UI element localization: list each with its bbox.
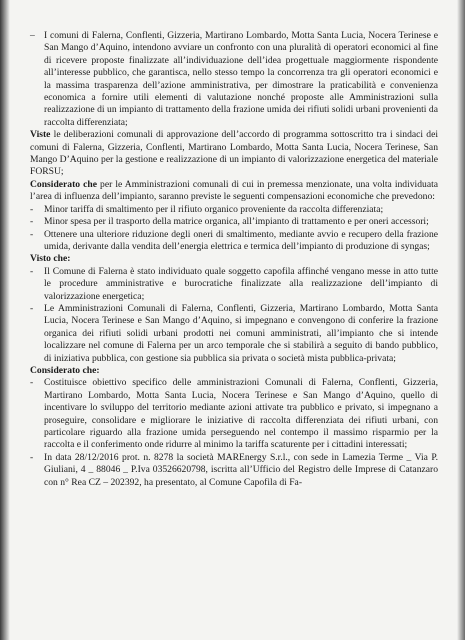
considerato2-item [30, 377, 438, 451]
bullet-dash: - [30, 377, 34, 389]
considerato2-item-text: Costituisce obiettivo specifico delle amministrazioni Comunali di Falerna, Conflenti, Gizzeria, Martirano Lombardo, Motta Santa Lucia, Nocera Terinese e San Mango d’Aquino, quello di incentivare lo sviluppo del territorio mediante azioni attivate tra pubblico e privato, si impegnano a proseguire, consolidare e migliorare le iniziative di raccolta differenziata dei rifiuti urbani, con particolare riguardo alla frazione umida perseguendo nel contempo il massimo risparmio per la raccolta e il conferimento onde ridurre al minimo la tariffa scaturente per i cittadini interessati; [44, 377, 438, 451]
considerato-heading: Considerato che [30, 178, 97, 190]
page-shadow-left [0, 0, 10, 640]
intro-item [30, 30, 438, 129]
bullet-dash: - [30, 228, 34, 240]
viste-text: le deliberazioni comunali di approvazione dell’accordo di programma sottoscritto tra i sindaci dei comuni di Falerna, Gizzeria, Conflenti, Martirano Lombardo, Motta Santa Lucia, Nocera Terinese, San Mango D’Aquino per la gestione e realizzazione di un impianto di valorizzazione energetica del materiale FORSU; [30, 129, 438, 178]
considerato-text: per le Amministrazioni comunali di cui in premessa menzionate, una volta individuata l’area di influenza dell’impianto, saranno previste le seguenti compensazioni economiche che prevedono: [30, 178, 438, 203]
considerato2-item-text: In data 28/12/2016 prot. n. 8278 la società MAREnergy S.r.l., con sede in Lamezia Terme _ Via P. Giuliani, 4 _ 88046 _ P.Iva 03526620798, iscritta all’Ufficio del Registro delle Imprese di Catanzaro con n° Rea CZ – 202392, ha presentato, al Comune Capofila di Fa- [44, 451, 438, 488]
considerato2-item [30, 452, 438, 489]
intro-item-text: I comuni di Falerna, Conflenti, Gizzeria, Martirano Lombardo, Motta Santa Lucia, Nocera Terinese e San Mango d’Aquino, intendono avviare un confronto con una pluralità di operatori economici al fine di ricevere proposte finalizzate all’individuazione dell’idea progettuale maggiormente rispondente all’interesse pubblico, che garantisca, nello stesso tempo la concorrenza tra gli operatori economici e la massima trasparenza dell’azione amministrativa, per dimostrare la praticabilità e convenienza economica a fornire utili elementi di valutazione nonché proposte alle Amministrazioni sulla realizzazione di un impianto di trattamento della frazione umida dei rifiuti solidi urbani provenienti da raccolta differenziata; [44, 30, 438, 128]
bullet-dash: - [30, 302, 34, 314]
visto-item [30, 303, 438, 365]
compensation-item [30, 229, 438, 254]
visto-item-text: Il Comune di Falerna è stato individuato quale soggetto capofila affinché vengano messe in atto tutte le procedure amministrative e burocratiche finalizzate alla realizzazione dell’impianto di valorizzazione energetica; [44, 265, 438, 302]
viste-paragraph [30, 129, 438, 179]
page-shadow-right [457, 0, 465, 640]
visto-item [30, 266, 438, 303]
document-body [30, 30, 438, 489]
bullet-dash: - [30, 203, 34, 215]
considerato2-heading: Considerato che: [30, 364, 100, 376]
bullet-dash: – [30, 30, 35, 41]
considerato-paragraph [30, 179, 438, 204]
bullet-dash: - [30, 216, 34, 228]
visto-heading: Visto che: [30, 253, 71, 265]
compensation-item-text: Minor spesa per il trasporto della matrice organica, all’impianto di trattamento e per oneri accessori; [44, 216, 429, 228]
visto-item-text: Le Amministrazioni Comunali di Falerna, Conflenti, Gizzeria, Martirano Lombardo, Motta Santa Lucia, Nocera Terinese e San Mango d’Aquino, si impegnano e convengono di conferire la frazione organica dei rifiuti solidi urbani prodotti nei comuni amministrati, all’impianto che si intende localizzare nel comune di Falerna per un arco temporale che si stabilirà a seguito di bando pubblico, di iniziativa pubblica, con gestione sia pubblica sia privata o società mista pubblica-privata; [44, 302, 438, 364]
compensation-item [30, 204, 438, 216]
compensation-item [30, 216, 438, 228]
viste-heading: Viste [30, 129, 51, 141]
compensation-item-text: Minor tariffa di smaltimento per il rifiuto organico proveniente da raccolta differenziata; [44, 203, 384, 215]
compensation-item-text: Ottenere una ulteriore riduzione degli oneri di smaltimento, mediante avvio e recupero della frazione umida, derivante dalla vendita dell’energia elettrica e termica dell’impianto di produzione di syngas; [44, 228, 438, 252]
bullet-dash: - [30, 451, 34, 463]
bullet-dash: - [30, 265, 34, 277]
